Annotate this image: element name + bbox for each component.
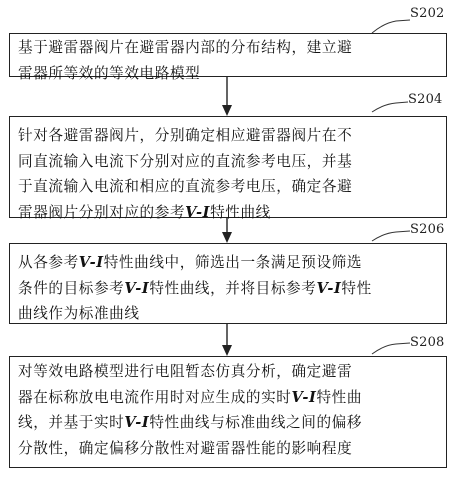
step-text-line bbox=[18, 385, 438, 411]
flow-arrow-1-head bbox=[222, 105, 232, 116]
step-label-s204: S204 bbox=[408, 92, 443, 107]
text-segment: 于直流输入电流和相应的直流参考电压，确定各避 bbox=[18, 178, 353, 195]
step-label-s206: S206 bbox=[410, 222, 445, 237]
text-segment: 基于避雷器阀片在避雷器内部的分布结构，建立避 bbox=[18, 39, 353, 56]
vi-term: V-I bbox=[78, 254, 104, 271]
step-text-line bbox=[18, 359, 438, 385]
step-box-s208 bbox=[9, 356, 447, 468]
step-box-s204 bbox=[9, 116, 447, 221]
text-segment: 从各参考 bbox=[18, 254, 79, 271]
text-segment: 特性曲线与标准曲线之间的偏移 bbox=[149, 414, 363, 431]
text-segment: 特性曲 bbox=[316, 388, 363, 406]
vi-term: V-I bbox=[124, 279, 150, 297]
step-label-s202: S202 bbox=[410, 6, 445, 21]
step-text-line bbox=[18, 149, 438, 175]
text-segment: 雷器所等效的等效电路模型 bbox=[18, 64, 201, 82]
text-segment: 曲线作为标准曲线 bbox=[18, 305, 140, 322]
step-text-line bbox=[18, 250, 438, 276]
flow-arrow-3-head bbox=[222, 345, 232, 356]
step-text-line bbox=[18, 174, 438, 200]
step-text-line bbox=[18, 276, 438, 302]
label-leader-s206 bbox=[372, 231, 410, 241]
text-segment: 同直流输入电流下分别对应的直流参考电压，并基 bbox=[18, 152, 353, 170]
vi-term: V-I bbox=[124, 414, 150, 431]
step-text-line bbox=[18, 410, 438, 436]
step-text-line bbox=[18, 123, 438, 149]
text-segment: 条件的目标参考 bbox=[18, 279, 125, 297]
text-segment: 线，并基于实时 bbox=[18, 414, 125, 431]
vi-term: V-I bbox=[316, 279, 342, 297]
step-box-s206 bbox=[9, 243, 447, 324]
step-text-line bbox=[18, 35, 438, 61]
text-segment: 特性曲线中，筛选出一条满足预设筛选 bbox=[103, 254, 363, 271]
text-segment: 对等效电路模型进行电阻暂态仿真分析，确定避雷 bbox=[18, 363, 353, 380]
text-segment: 雷器阀片分别对应的参考 bbox=[18, 203, 186, 221]
step-text-line bbox=[18, 61, 438, 87]
text-segment: 器在标称放电电流作用时对应生成的实时 bbox=[18, 388, 292, 406]
step-box-s202 bbox=[9, 33, 447, 82]
flow-arrow-2-head bbox=[222, 232, 232, 243]
text-segment: 特性曲线 bbox=[210, 203, 271, 221]
step-text-line bbox=[18, 301, 438, 327]
text-segment: 分散性，确定偏移分散性对避雷器性能的影响程度 bbox=[18, 439, 353, 457]
text-segment: 针对各避雷器阀片，分别确定相应避雷器阀片在不 bbox=[18, 127, 353, 144]
vi-term: V-I bbox=[185, 203, 211, 221]
vi-term: V-I bbox=[291, 388, 317, 406]
label-leader-s204 bbox=[372, 102, 408, 112]
text-segment: 特性曲线，并将目标参考 bbox=[149, 279, 317, 297]
text-segment: 特性 bbox=[341, 279, 372, 297]
label-leader-s202 bbox=[372, 20, 410, 33]
step-text-line bbox=[18, 200, 438, 226]
step-label-s208: S208 bbox=[410, 335, 445, 350]
step-text-line bbox=[18, 436, 438, 462]
label-leader-s208 bbox=[372, 343, 410, 354]
